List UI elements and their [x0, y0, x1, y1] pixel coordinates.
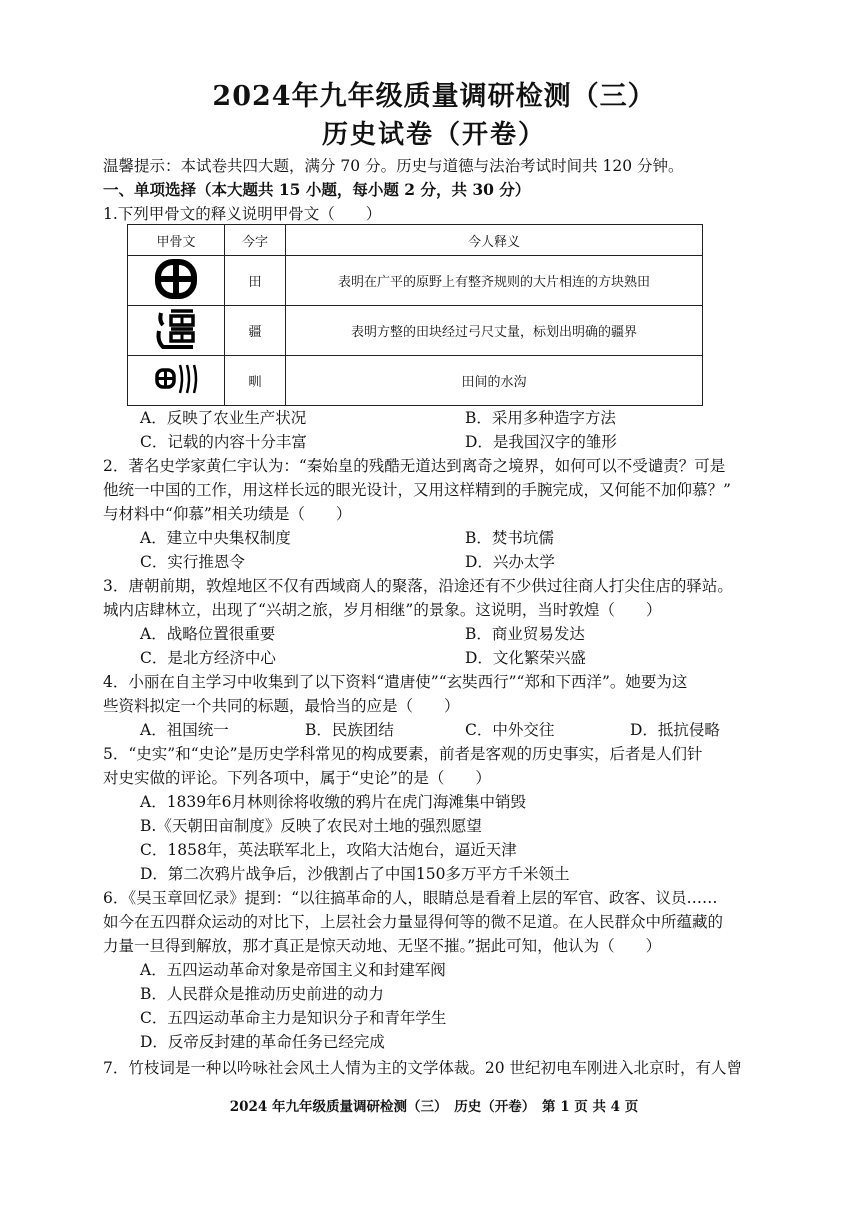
q4-option-c: C．中外交往 [465, 721, 555, 739]
q6-stem-line: 6．《吴玉章回忆录》提到：“以往搞革命的人，眼睛总是看着上层的军官、政客、议员…… [103, 889, 718, 907]
q2-stem-line: 他统一中国的工作，用这样长远的眼光设计，又用这样精到的手腕完成，又何能不加仰慕？” [103, 481, 731, 499]
q4-stem-line: 些资料拟定一个共同的标题，最恰当的应是（ ） [103, 697, 460, 715]
q5-option-c: C．1858年，英法联军北上，攻陷大沽炮台，逼近天津 [140, 841, 517, 859]
q6-option-c: C．五四运动革命主力是知识分子和青年学生 [140, 1009, 447, 1027]
table-row [128, 256, 703, 306]
q1-option-c: C．记载的内容十分丰富 [140, 433, 307, 451]
table-cell-modern: 疆 [225, 306, 286, 356]
notice-text: 温馨提示：本试卷共四大题，满分 70 分。历史与道德与法治考试时间共 120 分钟。 [103, 157, 684, 175]
q6-option-a: A．五四运动革命对象是帝国主义和封建军阀 [140, 961, 446, 979]
q3-option-c: C．是北方经济中心 [140, 649, 276, 667]
q2-option-c: C．实行推恩令 [140, 553, 245, 571]
table-header-row [128, 225, 703, 256]
q4-stem-line: 4．小丽在自主学习中收集到了以下资料“遣唐使”“玄奘西行”“郑和下西洋”。她要为这 [103, 673, 688, 691]
q2-option-d: D．兴办太学 [465, 553, 555, 571]
q5-stem-line: 5．“史实”和“史论”是历史学科常见的构成要素，前者是客观的历史事实，后者是人们针 [103, 745, 703, 763]
table-header-cell: 甲骨文 [128, 225, 225, 256]
table-header-cell: 今字 [225, 225, 286, 256]
q5-option-d: D．第二次鸦片战争后，沙俄割占了中国150多万平方千米领土 [140, 865, 570, 883]
q5-option-a: A．1839年6月林则徐将收缴的鸦片在虎门海滩集中销毁 [140, 793, 527, 811]
q5-option-b: B.《天朝田亩制度》反映了农民对土地的强烈愿望 [140, 817, 482, 835]
table-row [128, 356, 703, 406]
oracle-bone-table [127, 224, 703, 406]
q4-option-a: A．祖国统一 [140, 721, 229, 739]
table-cell-modern: 田 [225, 256, 286, 306]
q7-stem-line: 7．竹枝词是一种以吟咏社会风土人情为主的文学体裁。20 世纪初电车刚进入北京时，有人曾 [103, 1059, 743, 1077]
q2-option-a: A．建立中央集权制度 [140, 529, 291, 547]
q5-stem-line: 对史实做的评论。下列各项中，属于“史论”的是（ ） [103, 769, 491, 787]
page-footer: 2024 年九年级质量调研检测（三） 历史（开卷） 第 1 页 共 4 页 [229, 1099, 639, 1115]
q3-option-b: B．商业贸易发达 [465, 625, 585, 643]
q4-option-d: D．抵抗侵略 [630, 721, 720, 739]
q4-option-b: B．民族团结 [305, 721, 394, 739]
exam-subtitle: 历史试卷（开卷） [321, 120, 546, 150]
q6-stem-line: 力量一旦得到解放，那才真正是惊天动地、无坚不摧。”据此可知，他认为（ ） [103, 937, 662, 955]
section-heading: 一、单项选择（本大题共 15 小题，每小题 2 分，共 30 分） [103, 180, 531, 199]
q1-option-a: A．反映了农业生产状况 [140, 409, 307, 427]
table-cell-meaning: 田间的水沟 [286, 356, 703, 406]
q1-option-d: D．是我国汉字的雏形 [465, 433, 617, 451]
table-cell-meaning: 表明方整的田块经过弓尺丈量，标划出明确的疆界 [286, 306, 703, 356]
q3-option-a: A．战略位置很重要 [140, 625, 276, 643]
table-row [128, 306, 703, 356]
q2-stem-line: 2．著名史学家黄仁宇认为：“秦始皇的残酷无道达到离奇之境界，如何可以不受谴责？可是 [103, 457, 726, 475]
table-cell-meaning: 表明在广平的原野上有整齐规则的大片相连的方块熟田 [286, 256, 703, 306]
q1-stem: 1.下列甲骨文的释义说明甲骨文（ ） [103, 205, 382, 223]
q1-option-b: B．采用多种造字方法 [465, 409, 616, 427]
exam-title: 2024年九年级质量调研检测（三） [212, 81, 656, 112]
q3-option-d: D．文化繁荣兴盛 [465, 649, 586, 667]
q2-stem-line: 与材料中“仰慕”相关功绩是（ ） [103, 505, 352, 523]
q6-option-b: B．人民群众是推动历史前进的动力 [140, 985, 384, 1003]
q6-stem-line: 如今在五四群众运动的对比下，上层社会力量显得何等的微不足道。在人民群众中所蕴藏的 [103, 913, 724, 931]
q6-option-d: D．反帝反封建的革命任务已经完成 [140, 1033, 385, 1051]
table-header-cell: 今人释义 [286, 225, 703, 256]
q3-stem-line: 城内店肆林立，出现了“兴胡之旅，岁月相继”的景象。这说明，当时敦煌（ ） [103, 601, 662, 619]
oracle-tian-glyph-icon [128, 256, 225, 306]
oracle-jiang-glyph-icon [128, 306, 225, 356]
q3-stem-line: 3．唐朝前期，敦煌地区不仅有西域商人的聚落，沿途还有不少供过往商人打尖住店的驿站。 [103, 577, 733, 595]
q2-option-b: B．焚书坑儒 [465, 529, 554, 547]
table-cell-modern: 甽 [225, 356, 286, 406]
oracle-quan-glyph-icon [128, 356, 225, 406]
